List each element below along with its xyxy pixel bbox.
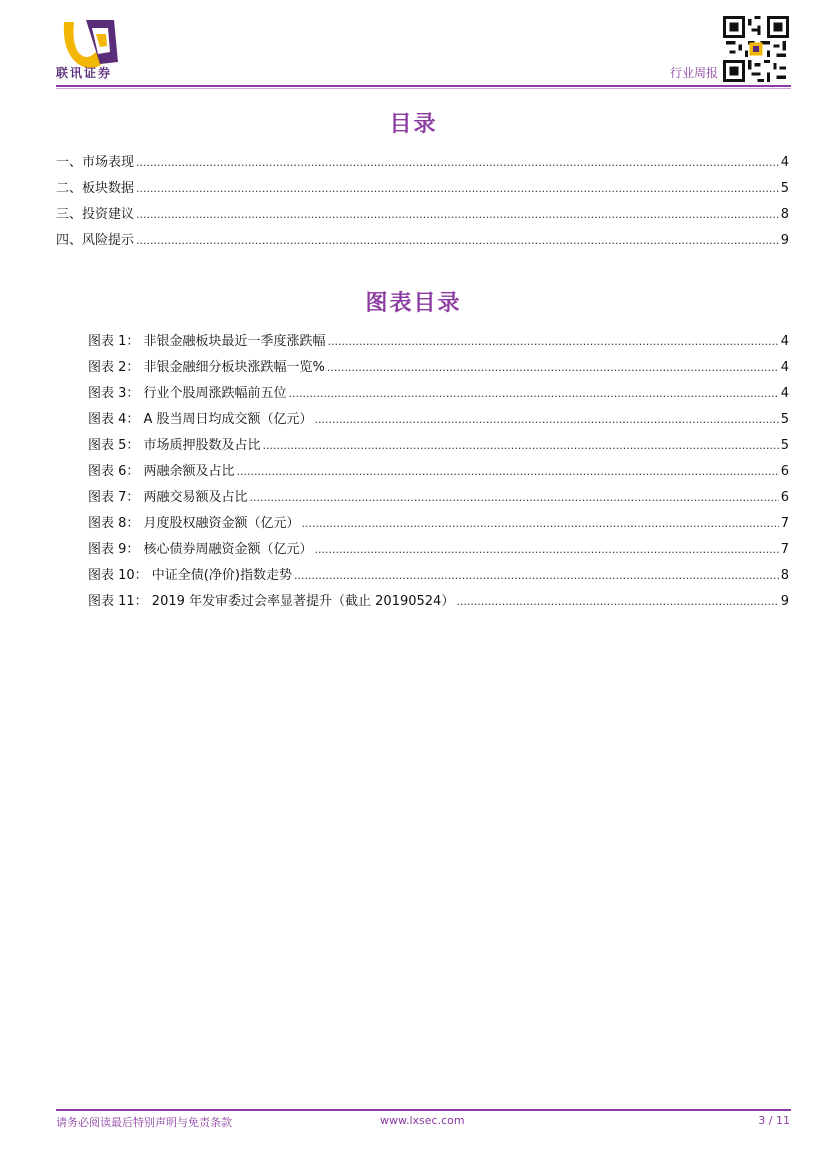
toc-entry-label: 三、投资建议 (56, 207, 135, 222)
toc-entry-label: 四、风险提示 (56, 233, 135, 248)
figure-entry-page: 4 (780, 334, 789, 349)
toc-entry[interactable] (56, 180, 789, 198)
figure-entry-label: 图表 8： 月度股权融资金额（亿元） (88, 516, 300, 531)
dot-leader (327, 359, 779, 377)
figure-entry-page: 4 (780, 386, 789, 401)
figure-entry[interactable] (88, 463, 789, 481)
dot-leader (328, 333, 779, 351)
toc-entry-page: 4 (780, 155, 789, 170)
figure-entry[interactable] (88, 359, 789, 377)
dot-leader (263, 437, 779, 455)
figure-entry-label: 图表 7： 两融交易额及占比 (88, 490, 248, 505)
figure-entry[interactable] (88, 515, 789, 533)
figure-entry[interactable] (88, 541, 789, 559)
header-divider (56, 85, 791, 87)
figure-entry[interactable] (88, 385, 789, 403)
dot-leader (294, 567, 779, 585)
toc-title: 目录 (389, 112, 438, 137)
toc-entry-page: 5 (780, 181, 789, 196)
figure-entry[interactable] (88, 333, 789, 351)
figure-entry[interactable] (88, 489, 789, 507)
figure-entry-label: 图表 6： 两融余额及占比 (88, 464, 235, 479)
figure-entry-page: 8 (780, 568, 789, 583)
figure-entry-page: 9 (780, 594, 789, 609)
dot-leader (250, 489, 779, 507)
figure-entry-label: 图表 11： 2019 年发审委过会率显著提升（截止 20190524） (88, 594, 455, 609)
figure-entry-page: 5 (780, 412, 789, 427)
company-name: 联讯证券 (56, 66, 113, 80)
toc-entry-page: 9 (780, 233, 789, 248)
figure-entry-label: 图表 3： 行业个股周涨跌幅前五位 (88, 386, 287, 401)
figure-entry-page: 4 (780, 360, 789, 375)
footer-website-link[interactable]: www.lxsec.com (380, 1114, 465, 1127)
figure-entry-page: 6 (780, 490, 789, 505)
toc-entry[interactable] (56, 206, 789, 224)
figure-entry-page: 7 (780, 516, 789, 531)
figure-entry-label: 图表 2： 非银金融细分板块涨跌幅一览% (88, 360, 325, 375)
dot-leader (136, 180, 779, 198)
dot-leader (302, 515, 779, 533)
qr-code-icon (723, 16, 789, 82)
figure-entry[interactable] (88, 593, 789, 611)
figure-entry-page: 5 (780, 438, 789, 453)
figure-entry-label: 图表 5： 市场质押股数及占比 (88, 438, 261, 453)
dot-leader (136, 206, 779, 224)
dot-leader (315, 541, 779, 559)
dot-leader (456, 593, 778, 611)
footer-disclaimer: 请务必阅读最后特别声明与免责条款 (56, 1116, 232, 1129)
dot-leader (136, 232, 779, 250)
figure-entry-label: 图表 4： A 股当周日均成交额（亿元） (88, 412, 313, 427)
figure-entry-label: 图表 1： 非银金融板块最近一季度涨跌幅 (88, 334, 326, 349)
page-header (0, 0, 827, 90)
toc-entry[interactable] (56, 154, 789, 172)
toc-entry-page: 8 (780, 207, 789, 222)
toc-entry-label: 一、市场表现 (56, 155, 135, 170)
figure-entry[interactable] (88, 411, 789, 429)
toc-entry-label: 二、板块数据 (56, 181, 135, 196)
dot-leader (237, 463, 779, 481)
figure-list-title: 图表目录 (365, 291, 462, 316)
figure-entry[interactable] (88, 567, 789, 585)
header-divider-thin (56, 88, 791, 89)
toc-entry[interactable] (56, 232, 789, 250)
figure-entry-label: 图表 9： 核心债券周融资金额（亿元） (88, 542, 313, 557)
dot-leader (315, 411, 779, 429)
figure-entry-page: 7 (780, 542, 789, 557)
figure-entry[interactable] (88, 437, 789, 455)
dot-leader (136, 154, 779, 172)
figure-entry-label: 图表 10： 中证全债(净价)指数走势 (88, 568, 292, 583)
footer-divider (56, 1109, 791, 1111)
document-type: 行业周报 (669, 66, 718, 80)
figure-entry-page: 6 (780, 464, 789, 479)
dot-leader (289, 385, 779, 403)
page-number: 3 / 11 (758, 1114, 790, 1127)
